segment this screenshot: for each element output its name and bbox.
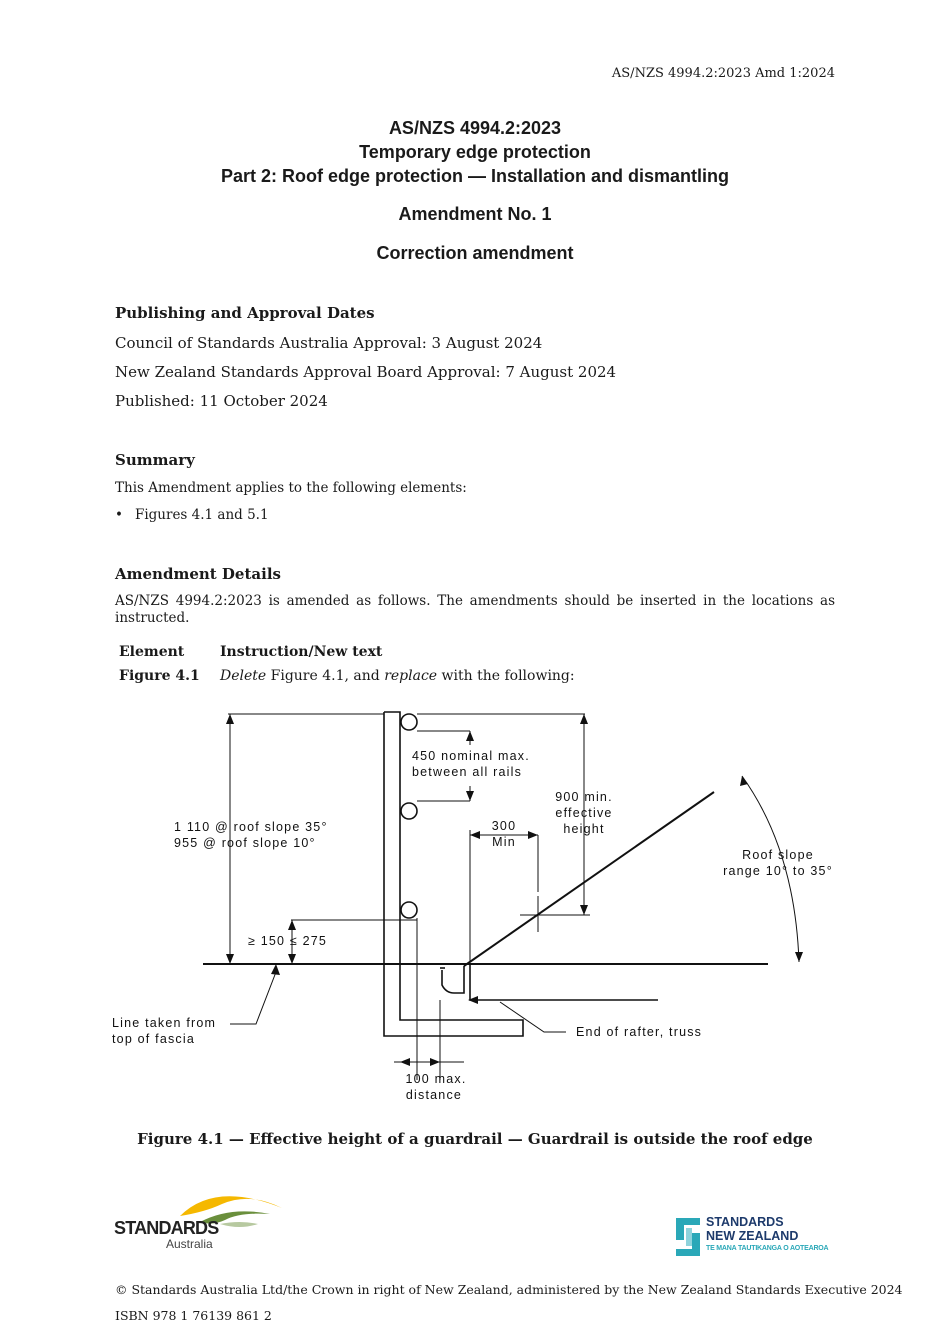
sa-logo-sub: Australia — [166, 1237, 213, 1251]
title-part: Part 2: Roof edge protection — Installation and dismantling — [220, 166, 730, 186]
label-slope-10: 955 @ roof slope 10° — [174, 836, 316, 850]
label-fascia-1: Line taken from — [112, 1016, 217, 1030]
bullet-mark: • — [115, 507, 123, 523]
instruction-delete: Delete — [220, 668, 267, 684]
label-distance-1: 100 max. — [405, 1072, 467, 1086]
details-heading: Amendment Details — [115, 565, 281, 583]
label-height-2: effective — [555, 806, 613, 820]
summary-item-text: Figures 4.1 and 5.1 — [134, 507, 269, 523]
details-paragraph: AS/NZS 4994.2:2023 is amended as follows. The amendments should be inserted in the locations as instructed. — [115, 593, 835, 626]
label-height-3: height — [563, 822, 605, 836]
standards-nz-logo — [676, 1216, 856, 1260]
table-header-instruction: Instruction/New text — [220, 644, 383, 660]
footer-copyright: © Standards Australia Ltd/the Crown in right of New Zealand, administered by the New Zealand Standards Executive 2024 — [115, 1282, 903, 1297]
snz-line2: NEW ZEALAND — [706, 1229, 799, 1243]
published-date: Published: 11 October 2024 — [115, 392, 328, 410]
table-row-element: Figure 4.1 — [119, 668, 200, 684]
standards-australia-logo — [112, 1186, 292, 1252]
rafter — [470, 964, 658, 1000]
snz-line1: STANDARDS — [706, 1215, 784, 1229]
snz-line3: TE MANA TAUTIKANGA O AOTEAROA — [706, 1245, 829, 1252]
instruction-replace: replace — [384, 668, 438, 684]
title-amendment-number: Amendment No. 1 — [398, 204, 552, 224]
title-amendment-type: Correction amendment — [376, 243, 574, 263]
bottom-rail — [401, 902, 417, 918]
fascia-leader — [230, 972, 276, 1024]
instruction-mid: Figure 4.1, and — [266, 668, 385, 684]
label-150-275: ≥ 150 ≤ 275 — [248, 934, 328, 948]
label-300: 300 — [491, 819, 517, 833]
footer-isbn: ISBN 978 1 76139 861 2 — [115, 1308, 272, 1323]
mid-rail — [401, 803, 417, 819]
label-distance-2: distance — [405, 1088, 463, 1102]
label-slope-35: 1 110 @ roof slope 35° — [174, 820, 328, 834]
title-subject: Temporary edge protection — [359, 142, 591, 162]
label-roof-slope-2: range 10° to 35° — [723, 864, 833, 878]
label-rails-2: between all rails — [412, 765, 523, 779]
rafter-leader — [500, 1002, 566, 1032]
title-standard-number: AS/NZS 4994.2:2023 — [388, 118, 562, 138]
label-roof-slope-1: Roof slope — [742, 848, 814, 862]
label-min: Min — [492, 835, 516, 849]
dates-heading: Publishing and Approval Dates — [115, 304, 375, 322]
table-header-element: Element — [119, 644, 185, 660]
summary-intro: This Amendment applies to the following elements: — [115, 480, 467, 496]
document-reference: AS/NZS 4994.2:2023 Amd 1:2024 — [611, 66, 835, 81]
instruction-end: with the following: — [437, 668, 575, 684]
snz-mark-icon — [676, 1218, 700, 1256]
nz-approval: New Zealand Standards Approval Board Approval: 7 August 2024 — [115, 363, 617, 381]
figure-caption: Figure 4.1 — Effective height of a guardrail — Guardrail is outside the roof edge — [137, 1130, 813, 1148]
label-fascia-2: top of fascia — [112, 1032, 196, 1046]
summary-heading: Summary — [115, 451, 195, 469]
label-height-1: 900 min. — [555, 790, 613, 804]
sa-logo-name: STANDARDS — [114, 1218, 219, 1238]
label-rails-1: 450 nominal max. — [412, 749, 530, 763]
council-approval: Council of Standards Australia Approval: 3 August 2024 — [115, 334, 543, 352]
label-rafter: End of rafter, truss — [576, 1025, 703, 1039]
top-rail — [401, 714, 417, 730]
gutter — [442, 966, 464, 993]
